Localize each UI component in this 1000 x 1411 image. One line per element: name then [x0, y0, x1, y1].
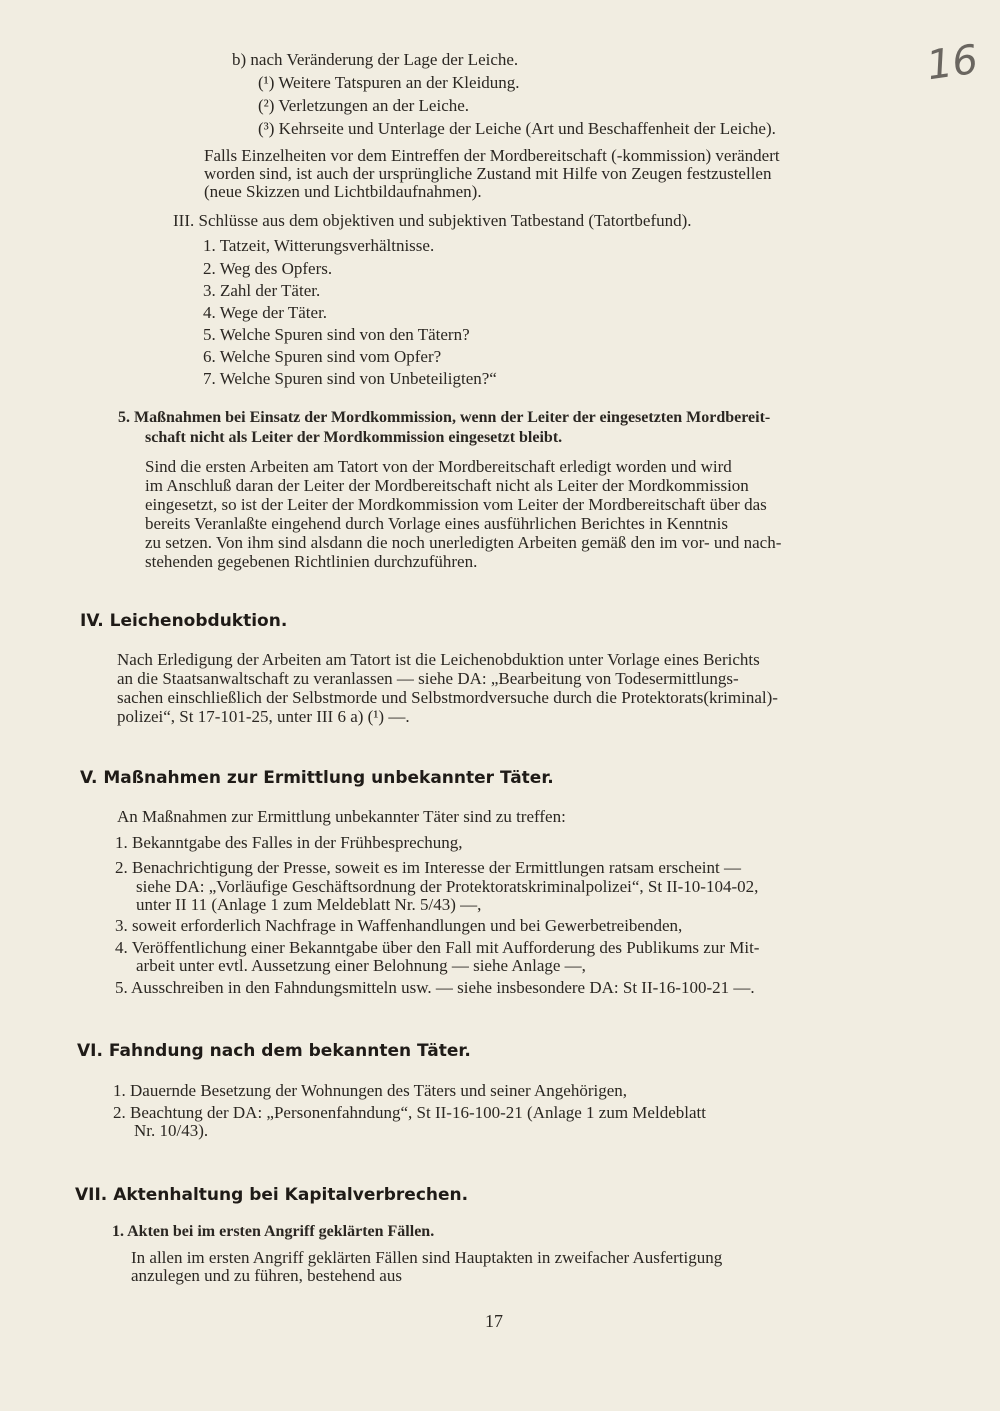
- section-VI-heading: [77, 1041, 471, 1061]
- section-number: VII.: [75, 1185, 108, 1205]
- section-title: Maßnahmen zur Ermittlung unbekannter Täter.: [103, 768, 554, 788]
- section-IV-heading: [80, 611, 287, 631]
- section-title: Fahndung nach dem bekannten Täter.: [108, 1041, 471, 1061]
- item-5-body-line: im Anschluß daran der Leiter der Mordbereitschaft nicht als Leiter der Mordkommission: [145, 476, 749, 495]
- item-5-heading-line: schaft nicht als Leiter der Mordkommission eingesetzt bleibt.: [145, 429, 563, 446]
- section-VII-subheading: 1. Akten bei im ersten Angriff geklärten Fällen.: [112, 1223, 435, 1240]
- section-b-item: (¹) Weitere Tatspuren an der Kleidung.: [258, 73, 520, 92]
- section-III-item: 7. Welche Spuren sind von Unbeteiligten?“: [203, 369, 497, 388]
- section-VII-heading: [75, 1185, 468, 1205]
- section-VI-item: 2. Beachtung der DA: „Personenfahndung“, St II-16-100-21 (Anlage 1 zum Meldeblatt: [113, 1103, 706, 1122]
- section-III-item: 4. Wege der Täter.: [203, 303, 328, 322]
- section-III-title: III. Schlüsse aus dem objektiven und subjektiven Tatbestand (Tatortbefund).: [173, 211, 692, 230]
- section-VII-body-line: anzulegen und zu führen, bestehend aus: [131, 1266, 402, 1285]
- item-5-body-line: zu setzen. Von ihm sind alsdann die noch unerledigten Arbeiten gemäß den im vor- und nach-: [145, 533, 782, 552]
- item-5-heading-line: 5. Maßnahmen bei Einsatz der Mordkommission, wenn der Leiter der eingesetzten Mordbereit-: [118, 409, 771, 426]
- section-III-item: 2. Weg des Opfers.: [203, 259, 333, 278]
- item-5-body-line: stehenden gegebenen Richtlinien durchzuführen.: [145, 552, 478, 571]
- section-VI-item-cont: Nr. 10/43).: [134, 1121, 209, 1140]
- section-b-note-line: (neue Skizzen und Lichtbildaufnahmen).: [204, 182, 482, 201]
- page-number: 17: [485, 1311, 503, 1331]
- section-b-note-line: worden sind, ist auch der ursprüngliche Zustand mit Hilfe von Zeugen festzustellen: [204, 164, 772, 183]
- item-5-body-line: bereits Veranlaßte eingehend durch Vorlage eines ausführlichen Berichtes in Kenntnis: [145, 514, 729, 533]
- section-b-title: b) nach Veränderung der Lage der Leiche.: [232, 50, 519, 69]
- section-III-item: 1. Tatzeit, Witterungsverhältnisse.: [203, 236, 435, 255]
- section-V-intro: An Maßnahmen zur Ermittlung unbekannter Täter sind zu treffen:: [117, 807, 566, 826]
- item-5-body-line: eingesetzt, so ist der Leiter der Mordkommission vom Leiter der Mordbereitschaft über das: [145, 495, 767, 514]
- section-IV-body-line: sachen einschließlich der Selbstmorde und Selbstmordversuche durch die Protektorats(kriminal)-: [117, 688, 778, 707]
- item-5-body-line: Sind die ersten Arbeiten am Tatort von der Mordbereitschaft erledigt worden und wird: [145, 457, 732, 476]
- section-III-item: 6. Welche Spuren sind vom Opfer?: [203, 347, 442, 366]
- section-b-item: (²) Verletzungen an der Leiche.: [258, 96, 470, 115]
- section-title: Leichenobduktion.: [109, 611, 288, 631]
- section-number: IV.: [80, 611, 104, 631]
- section-IV-body-line: polizei“, St 17-101-25, unter III 6 a) (¹) —.: [117, 707, 410, 726]
- section-VII-body-line: In allen im ersten Angriff geklärten Fällen sind Hauptakten in zweifacher Ausfertigung: [131, 1248, 723, 1267]
- section-number: V.: [80, 768, 98, 788]
- section-V-item-cont: unter II 11 (Anlage 1 zum Meldeblatt Nr. 5/43) —,: [136, 895, 482, 914]
- section-IV-body-line: Nach Erledigung der Arbeiten am Tatort ist die Leichenobduktion unter Vorlage eines Berichts: [117, 650, 760, 669]
- section-V-item: 4. Veröffentlichung einer Bekanntgabe über den Fall mit Aufforderung des Publikums zur Mit-: [115, 938, 760, 957]
- section-V-item-cont: arbeit unter evtl. Aussetzung einer Belohnung — siehe Anlage —,: [136, 956, 586, 975]
- section-V-item-cont: siehe DA: „Vorläufige Geschäftsordnung der Protektoratskriminalpolizei“, St II-10-104-02,: [136, 877, 759, 896]
- section-b-note-line: Falls Einzelheiten vor dem Eintreffen der Mordbereitschaft (-kommission) verändert: [204, 146, 780, 165]
- section-III-item: 3. Zahl der Täter.: [203, 281, 321, 300]
- section-V-item: 3. soweit erforderlich Nachfrage in Waffenhandlungen und bei Gewerbetreibenden,: [115, 916, 683, 935]
- section-IV-body-line: an die Staatsanwaltschaft zu veranlassen — siehe DA: „Bearbeitung von Todesermittlungs-: [117, 669, 739, 688]
- section-V-heading: [80, 768, 554, 788]
- handwritten-folio-number: 16: [924, 36, 981, 90]
- section-b-item: (³) Kehrseite und Unterlage der Leiche (Art und Beschaffenheit der Leiche).: [258, 119, 776, 138]
- section-VI-item: 1. Dauernde Besetzung der Wohnungen des Täters und seiner Angehörigen,: [113, 1081, 628, 1100]
- section-III-item: 5. Welche Spuren sind von den Tätern?: [203, 325, 470, 344]
- section-V-item: 1. Bekanntgabe des Falles in der Frühbesprechung,: [115, 833, 463, 852]
- section-V-item: 2. Benachrichtigung der Presse, soweit es im Interesse der Ermittlungen ratsam erscheint —: [115, 858, 741, 877]
- section-title: Aktenhaltung bei Kapitalverbrechen.: [113, 1185, 469, 1205]
- section-V-item: 5. Ausschreiben in den Fahndungsmitteln usw. — siehe insbesondere DA: St II-16-100-21 —.: [115, 978, 755, 997]
- section-number: VI.: [77, 1041, 103, 1061]
